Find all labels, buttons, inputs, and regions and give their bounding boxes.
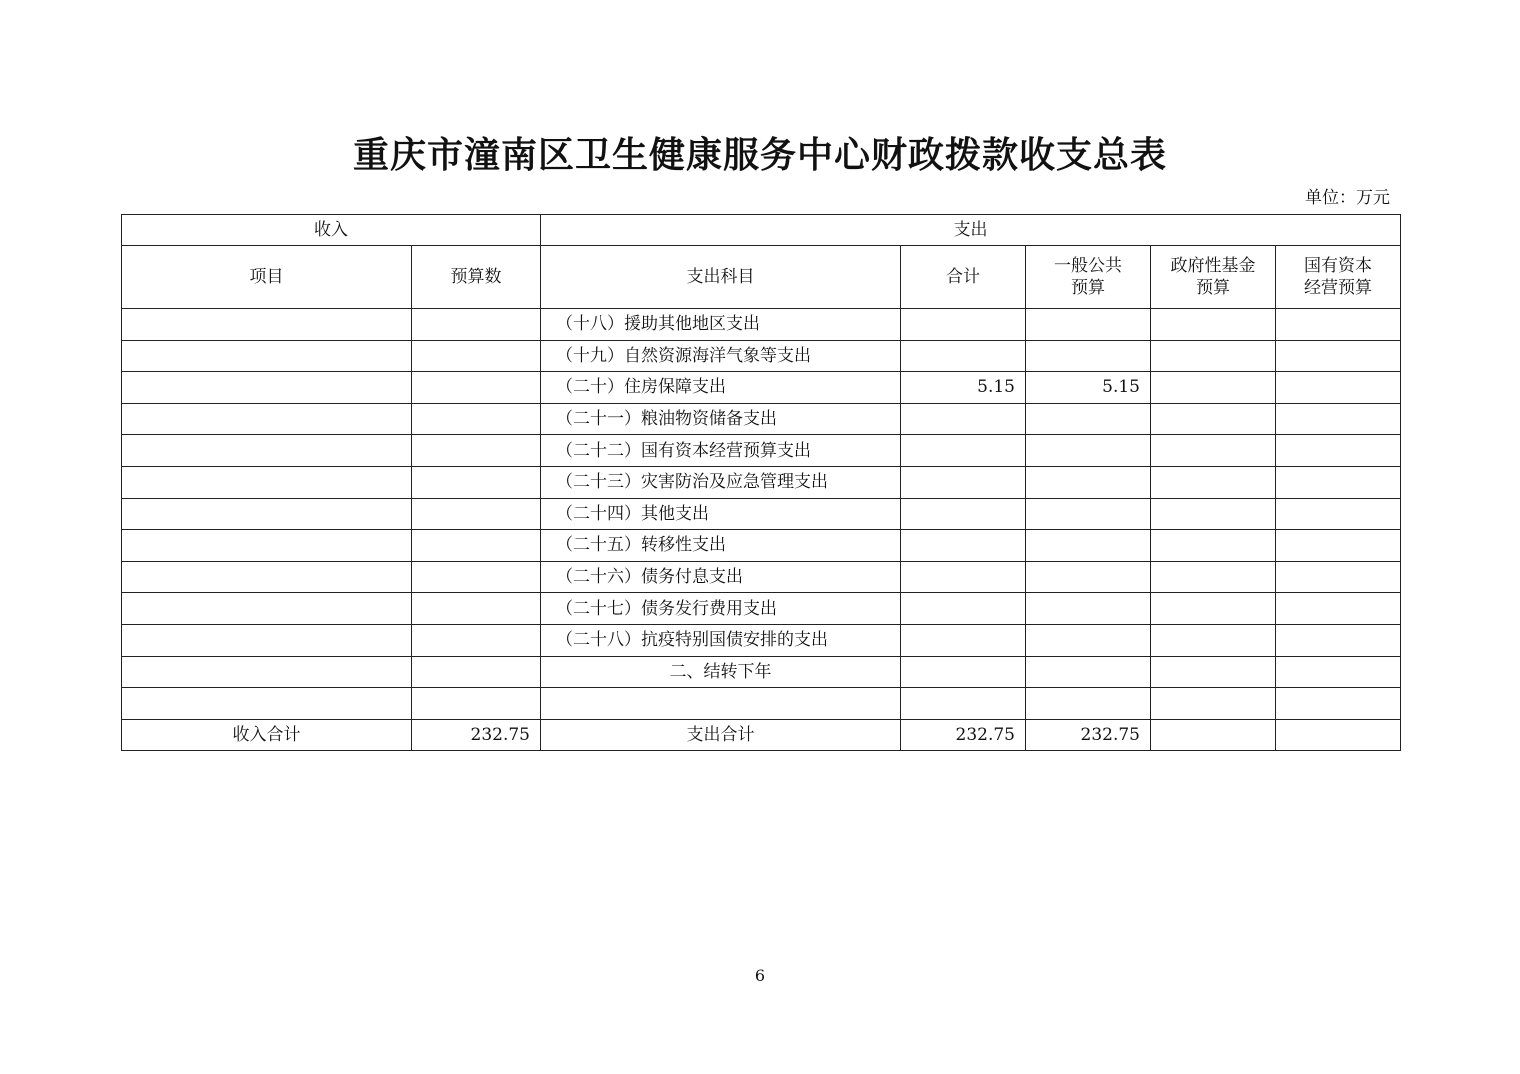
fund-budget-cell — [1151, 309, 1276, 341]
unit-label: 单位：万元 — [1305, 188, 1390, 208]
subject-cell — [541, 688, 901, 720]
budget-cell — [412, 309, 541, 341]
table-row — [122, 466, 1401, 498]
general-budget-cell — [1026, 656, 1151, 688]
general-budget-header — [1026, 246, 1151, 309]
subject-cell: （二十）住房保障支出 — [541, 372, 901, 404]
fund-budget-cell — [1151, 498, 1276, 530]
budget-cell — [412, 403, 541, 435]
state-capital-cell — [1276, 498, 1401, 530]
state-capital-cell — [1276, 656, 1401, 688]
total-cell — [901, 561, 1026, 593]
budget-cell — [412, 466, 541, 498]
expense-fund-total-value — [1151, 719, 1276, 751]
table-row — [122, 656, 1401, 688]
page-number: 6 — [754, 966, 766, 985]
page-title: 重庆市潼南区卫生健康服务中心财政拨款收支总表 — [352, 134, 1167, 176]
table-row — [122, 309, 1401, 341]
state-capital-cell — [1276, 309, 1401, 341]
budget-cell — [412, 688, 541, 720]
state-capital-cell — [1276, 530, 1401, 562]
table-row — [122, 498, 1401, 530]
subject-cell: （二十八）抗疫特别国债安排的支出 — [541, 624, 901, 656]
subject-cell: （十八）援助其他地区支出 — [541, 309, 901, 341]
total-cell — [901, 403, 1026, 435]
state-capital-cell — [1276, 403, 1401, 435]
item-cell — [122, 624, 412, 656]
budget-cell — [412, 593, 541, 625]
fund-budget-cell — [1151, 403, 1276, 435]
general-budget-cell — [1026, 593, 1151, 625]
table-row — [122, 435, 1401, 467]
fund-budget-cell — [1151, 593, 1276, 625]
budget-cell — [412, 435, 541, 467]
fund-budget-header — [1151, 246, 1276, 309]
item-cell — [122, 530, 412, 562]
subject-cell: 二、结转下年 — [541, 656, 901, 688]
subject-cell: （二十三）灾害防治及应急管理支出 — [541, 466, 901, 498]
total-header: 合计 — [901, 246, 1026, 309]
general-budget-cell — [1026, 498, 1151, 530]
table-row — [122, 624, 1401, 656]
state-capital-cell — [1276, 561, 1401, 593]
expense-header: 支出 — [541, 215, 1401, 246]
fund-budget-header-line1: 政府性基金 — [1170, 256, 1256, 276]
fund-budget-cell — [1151, 372, 1276, 404]
general-budget-cell — [1026, 340, 1151, 372]
total-cell — [901, 624, 1026, 656]
total-cell — [901, 688, 1026, 720]
subject-cell: （二十七）债务发行费用支出 — [541, 593, 901, 625]
subject-cell: （二十五）转移性支出 — [541, 530, 901, 562]
budget-cell — [412, 498, 541, 530]
general-budget-cell — [1026, 466, 1151, 498]
item-cell — [122, 688, 412, 720]
budget-cell — [412, 624, 541, 656]
state-capital-cell — [1276, 593, 1401, 625]
table-row — [122, 561, 1401, 593]
budget-header: 预算数 — [412, 246, 541, 309]
subject-cell: （二十二）国有资本经营预算支出 — [541, 435, 901, 467]
item-cell — [122, 593, 412, 625]
fund-budget-cell — [1151, 561, 1276, 593]
fund-budget-cell — [1151, 688, 1276, 720]
subject-header: 支出科目 — [541, 246, 901, 309]
item-cell — [122, 340, 412, 372]
state-capital-cell — [1276, 688, 1401, 720]
general-budget-cell — [1026, 530, 1151, 562]
total-cell — [901, 530, 1026, 562]
state-capital-cell — [1276, 466, 1401, 498]
income-total-label: 收入合计 — [122, 719, 412, 751]
subject-cell: （二十一）粮油物资储备支出 — [541, 403, 901, 435]
totals-row — [122, 719, 1401, 751]
general-budget-cell: 5.15 — [1026, 372, 1151, 404]
header-row-columns — [122, 246, 1401, 309]
total-cell — [901, 656, 1026, 688]
subject-cell: （二十六）债务付息支出 — [541, 561, 901, 593]
expense-total-label: 支出合计 — [541, 719, 901, 751]
total-cell — [901, 466, 1026, 498]
item-cell — [122, 466, 412, 498]
fund-budget-header-line2: 预算 — [1196, 278, 1230, 298]
subject-cell: （十九）自然资源海洋气象等支出 — [541, 340, 901, 372]
expense-state-total-value — [1276, 719, 1401, 751]
budget-table — [121, 214, 1401, 751]
state-capital-cell — [1276, 435, 1401, 467]
state-capital-cell — [1276, 624, 1401, 656]
income-header: 收入 — [122, 215, 541, 246]
table-row — [122, 340, 1401, 372]
item-header: 项目 — [122, 246, 412, 309]
expense-general-total-value: 232.75 — [1026, 719, 1151, 751]
item-cell — [122, 372, 412, 404]
state-capital-header — [1276, 246, 1401, 309]
total-cell: 5.15 — [901, 372, 1026, 404]
item-cell — [122, 656, 412, 688]
total-cell — [901, 309, 1026, 341]
budget-cell — [412, 530, 541, 562]
general-budget-cell — [1026, 403, 1151, 435]
total-cell — [901, 340, 1026, 372]
fund-budget-cell — [1151, 466, 1276, 498]
fund-budget-cell — [1151, 530, 1276, 562]
expense-total-value: 232.75 — [901, 719, 1026, 751]
total-cell — [901, 435, 1026, 467]
state-capital-header-line1: 国有资本 — [1304, 256, 1372, 276]
general-budget-cell — [1026, 561, 1151, 593]
state-capital-header-line2: 经营预算 — [1304, 278, 1372, 298]
budget-cell — [412, 372, 541, 404]
general-budget-header-line1: 一般公共 — [1054, 256, 1122, 276]
budget-cell — [412, 340, 541, 372]
header-row-top — [122, 215, 1401, 246]
item-cell — [122, 309, 412, 341]
fund-budget-cell — [1151, 340, 1276, 372]
item-cell — [122, 435, 412, 467]
table-row — [122, 688, 1401, 720]
fund-budget-cell — [1151, 624, 1276, 656]
table-row — [122, 593, 1401, 625]
budget-cell — [412, 561, 541, 593]
state-capital-cell — [1276, 340, 1401, 372]
total-cell — [901, 498, 1026, 530]
budget-cell — [412, 656, 541, 688]
state-capital-cell — [1276, 372, 1401, 404]
general-budget-header-line2: 预算 — [1071, 278, 1105, 298]
table-row — [122, 403, 1401, 435]
general-budget-cell — [1026, 624, 1151, 656]
table-row — [122, 372, 1401, 404]
table-row — [122, 530, 1401, 562]
general-budget-cell — [1026, 309, 1151, 341]
general-budget-cell — [1026, 688, 1151, 720]
fund-budget-cell — [1151, 656, 1276, 688]
total-cell — [901, 593, 1026, 625]
item-cell — [122, 403, 412, 435]
subject-cell: （二十四）其他支出 — [541, 498, 901, 530]
item-cell — [122, 561, 412, 593]
item-cell — [122, 498, 412, 530]
fund-budget-cell — [1151, 435, 1276, 467]
income-total-value: 232.75 — [412, 719, 541, 751]
general-budget-cell — [1026, 435, 1151, 467]
